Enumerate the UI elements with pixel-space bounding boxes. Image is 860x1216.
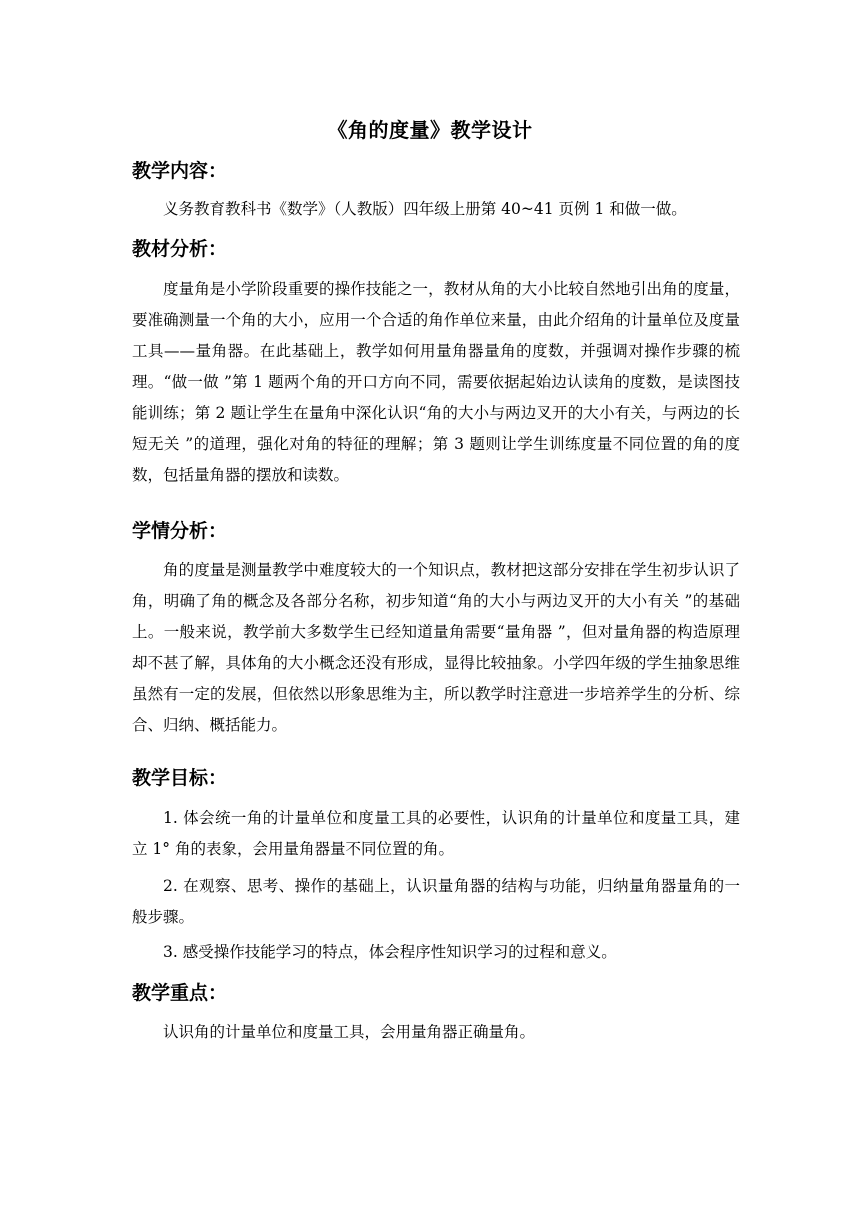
objective-1: 1. 体会统一角的计量单位和度量工具的必要性，认识角的计量单位和度量工具，建立 1° 角的表象，会用量角器量不同位置的角。 <box>132 809 740 858</box>
paragraph-textbook-analysis: 度量角是小学阶段重要的操作技能之一，教材从角的大小比较自然地引出角的度量，要准确测量一个角的大小，应用一个合适的角作单位来量，由此介绍角的计量单位及度量工具——量角器。在此基础上，教学如何用量角器量角的度数，并强调对操作步骤的梳理。“做一做 ”第 1 题两个角的开口方向不同，需要依据起始边认读角的度数，是读图技能训练；第 2 题让学生在量角中深化认识“角的大小与两边叉开的大小有关，与两边的长短无关 ”的道理，强化对角的特征的理解；第 3 题则让学生训练度量不同位置的角的度数，包括量角器的摆放和读数。 <box>132 280 740 484</box>
section-heading-student-analysis: 学情分析： <box>132 520 228 542</box>
document-title: 《角的度量》教学设计 <box>327 118 533 142</box>
paragraph-teaching-focus: 认识角的计量单位和度量工具，会用量角器正确量角。 <box>163 1023 536 1041</box>
section-heading-textbook-analysis: 教材分析： <box>132 238 228 260</box>
section-heading-teaching-content: 教学内容： <box>132 160 228 182</box>
section-heading-teaching-objectives: 教学目标： <box>132 767 228 789</box>
objective-2: 2. 在观察、思考、操作的基础上，认识量角器的结构与功能，归纳量角器量角的一般步骤。 <box>132 877 740 926</box>
section-heading-teaching-focus: 教学重点： <box>132 982 228 1004</box>
paragraph-teaching-content: 义务教育教科书《数学》（人教版）四年级上册第 40~41 页例 1 和做一做。 <box>163 200 687 218</box>
paragraph-student-analysis: 角的度量是测量教学中难度较大的一个知识点，教材把这部分安排在学生初步认识了角，明确了角的概念及各部分名称，初步知道“角的大小与两边叉开的大小有关 ”的基础上。一般来说，教学前大多数学生已经知道量角需要“量角器 ”，但对量角器的构造原理却不甚了解，具体角的大小概念还没有形成，显得比较抽象。小学四年级的学生抽象思维虽然有一定的发展，但依然以形象思维为主，所以教学时注意进一步培养学生的分析、综合、归纳、概括能力。 <box>132 561 740 734</box>
objective-3: 3. 感受操作技能学习的特点，体会程序性知识学习的过程和意义。 <box>163 943 617 961</box>
